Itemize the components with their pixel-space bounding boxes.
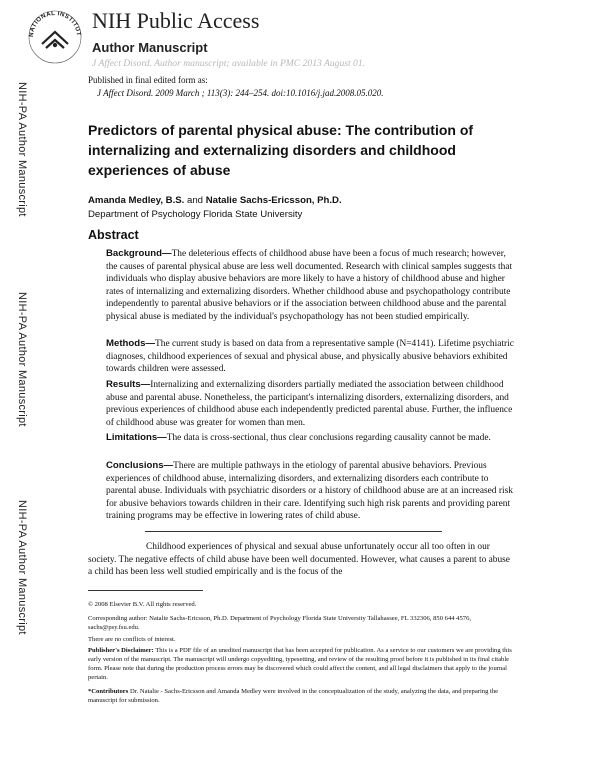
abstract-background bbox=[106, 248, 516, 324]
abstract-limitations bbox=[106, 432, 516, 445]
side-label-1: NIH-PA Author Manuscript bbox=[16, 82, 28, 217]
header-journal-line: J Affect Disord. Author manuscript; available in PMC 2013 August 01. bbox=[92, 58, 366, 69]
article-title-line: Predictors of parental physical abuse: The contribution of bbox=[88, 122, 474, 138]
side-label-2: NIH-PA Author Manuscript bbox=[16, 292, 28, 427]
section-text: The deleterious effects of childhood abuse have been a focus of much research; however, the causes of parental physical abuse are less well documented. Research with clinical samples suggests that individuals who display abusive behaviors are more likely to have a history of childhood abuse and higher rates of internalizing and externalizing disorders. Whether childhood abuse and psychopathology contribute independently to parental abusive behaviors or if the association between childhood abuse and the parental physical abuse is mediated by the individual's psychopathology has not been studied empirically. bbox=[106, 249, 513, 322]
section-label: Background— bbox=[106, 248, 172, 259]
section-text: Internalizing and externalizing disorders partially mediated the association between childhood abuse and parental abuse. Nonetheless, the participant's internalizing disorders, externalizing disorders, and previous experiences of childhood abuse each independently predicted parental abuse. Further, the influence of childhood abuse was greater for women than men. bbox=[106, 380, 513, 428]
abstract-divider bbox=[145, 531, 442, 532]
contributors-label: *Contributors bbox=[88, 688, 129, 695]
article-title bbox=[88, 120, 548, 180]
logo-text: NATIONAL INSTITUT bbox=[27, 9, 83, 38]
author-separator: and bbox=[187, 195, 204, 206]
nih-public-access-title: NIH Public Access bbox=[92, 8, 260, 33]
disclaimer-label: Publisher's Disclaimer: bbox=[88, 647, 154, 654]
section-text: The current study is based on data from a representative sample (N=4141). Lifetime psychiatric diagnoses, childhood experiences of sexual and physical abuse, and physically abusive behaviors exhibited towards children were assessed. bbox=[106, 339, 514, 375]
section-text: There are multiple pathways in the etiology of parental abusive behaviors. Previous experiences of childhood abuse, internalizing disorders, and externalizing disorders each contribute to parental abuse. Individuals with psychiatric disorders or a history of childhood abuse are at an increased risk for abusive behaviors towards children in their care. Identifying such high risk parents and providing parent training programs may be effective in lowering rates of child abuse. bbox=[106, 461, 513, 522]
author-manuscript-subtitle: Author Manuscript bbox=[92, 40, 208, 55]
copyright-note: © 2008 Elsevier B.V. All rights reserved. bbox=[88, 601, 197, 608]
section-label: Conclusions— bbox=[106, 460, 174, 471]
article-title-line: experiences of abuse bbox=[88, 162, 231, 178]
author-medley: Amanda Medley, B.S. bbox=[88, 195, 185, 206]
abstract-conclusions bbox=[106, 460, 516, 523]
published-label: Published in final edited form as: bbox=[88, 75, 208, 85]
nih-seal-icon bbox=[24, 4, 86, 66]
abstract-results bbox=[106, 379, 516, 429]
abstract-heading: Abstract bbox=[88, 228, 139, 242]
section-label: Limitations— bbox=[106, 432, 167, 443]
conflicts-note: There are no conflicts of interest. bbox=[88, 636, 176, 643]
section-label: Results— bbox=[106, 379, 151, 390]
contributors-note bbox=[88, 687, 518, 705]
side-label-3: NIH-PA Author Manuscript bbox=[16, 500, 28, 635]
corresponding-author-note: Corresponding author: Natalie Sachs-Ericsson, Ph.D. Department of Psychology Florida State University Tallahassee, FL 332306, 850 644 4576, sachs@psy.fsu.edu. bbox=[88, 615, 472, 631]
author-sachs-ericsson: Natalie Sachs-Ericsson, Ph.D. bbox=[205, 195, 342, 206]
svg-text:NATIONAL INSTITUTES OF HEALTH bbox=[24, 4, 82, 37]
disclaimer-text: This is a PDF file of an unedited manuscript that has been accepted for publication. As a service to our customers we are providing this early version of the manuscript. The manuscript will undergo copyediting, typesetting, and review of the resulting proof before it is published in its final citable form. Please note that during the production process errors may be discovered which could affect the content, and all legal disclaimers that apply to the journal pertain. bbox=[88, 647, 512, 681]
section-label: Methods— bbox=[106, 338, 156, 349]
abstract-methods bbox=[106, 338, 516, 376]
contributors-text: Dr. Natalie - Sachs-Ericsson and Amanda Medley were involved in the conceptualization of the study, analyzing the data, and preparing the manuscript for submission. bbox=[88, 688, 499, 704]
authors bbox=[88, 195, 342, 206]
article-title-line: internalizing and externalizing disorders and childhood bbox=[88, 142, 456, 158]
body-paragraph: Childhood experiences of physical and sexual abuse unfortunately occur all too often in our society. The negative effects of child abuse have been well documented. However, what causes a parent to abuse a child has been less well studied empirically and is the focus of the bbox=[88, 542, 510, 578]
published-citation: J Affect Disord. 2009 March ; 113(3): 244–254. doi:10.1016/j.jad.2008.05.020. bbox=[97, 88, 384, 98]
publisher-disclaimer bbox=[88, 646, 518, 682]
section-text: The data is cross-sectional, thus clear conclusions regarding causality cannot be made. bbox=[166, 433, 491, 443]
affiliation: Department of Psychology Florida State University bbox=[88, 209, 303, 220]
nih-logo bbox=[24, 4, 86, 66]
footnote-divider bbox=[88, 590, 203, 591]
